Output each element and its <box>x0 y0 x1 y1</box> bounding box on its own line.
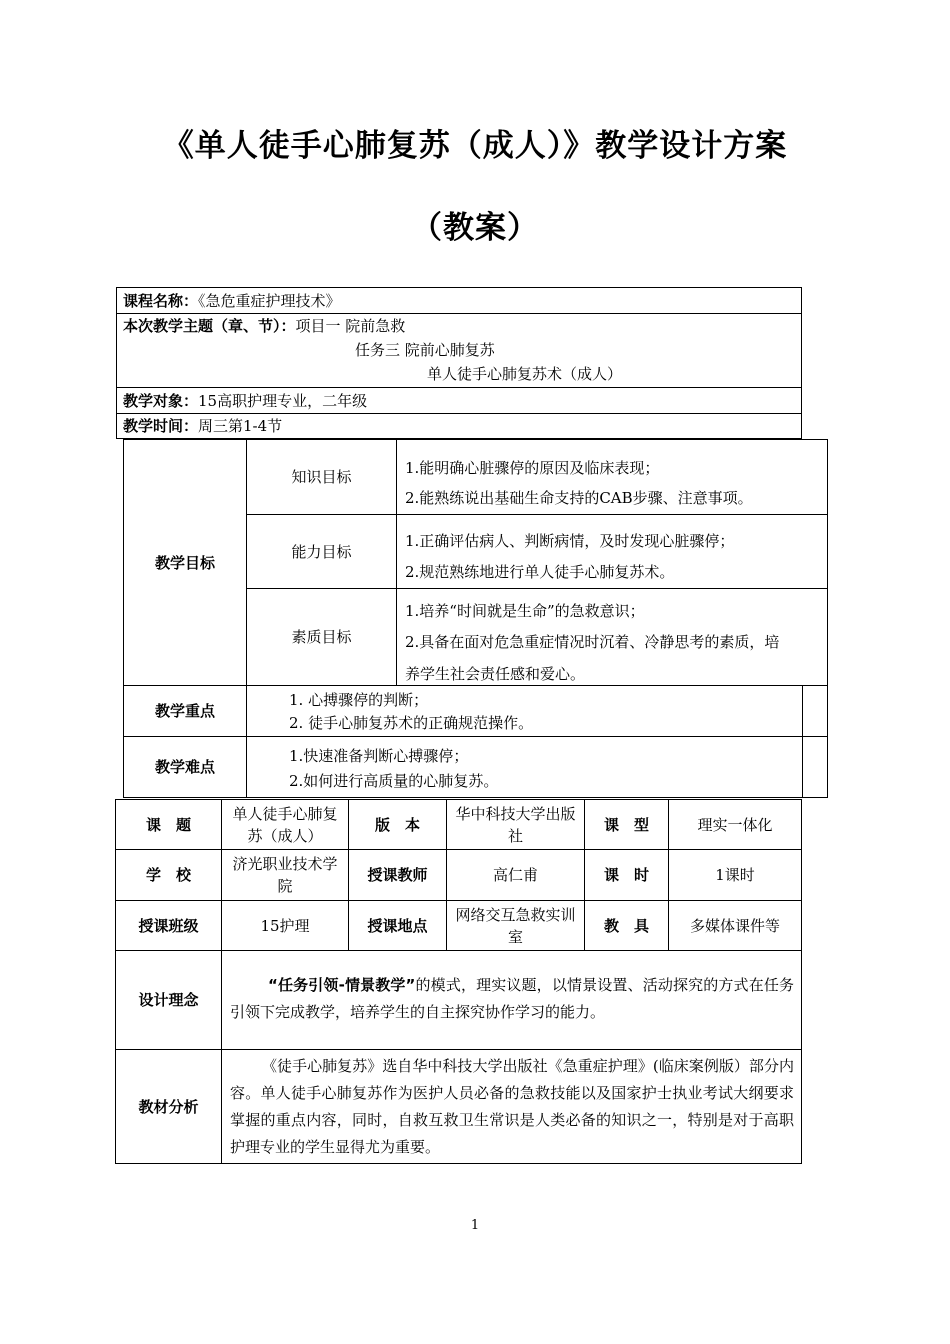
teaching-topic-row <box>116 313 802 388</box>
material-analysis-text: 《徒手心肺复苏》选自华中科技大学出版社《急重症护理》(临床案例版）部分内容。单人徒手心肺复苏作为医护人员必备的急救技能以及国家护士执业考试大纲要求掌握的重点内容，同时，自救互救卫生常识是人类必备的知识之一，特别是对于高职护理专业的学生显得尤为重要。 <box>230 1057 794 1156</box>
quality-item: 2.具备在面对危急重症情况时沉着、冷静思考的素质，培 <box>405 633 780 651</box>
teacher-label: 授课教师 <box>348 849 447 901</box>
edition-label: 版 本 <box>348 799 447 850</box>
material-analysis-cell <box>221 1049 802 1164</box>
location-label: 授课地点 <box>348 900 447 951</box>
teaching-topic-line2: 任务三 院前心肺复苏 <box>355 341 495 359</box>
teaching-topic-line1: 项目一 院前急救 <box>295 317 406 335</box>
hours-label: 课 时 <box>584 849 669 901</box>
difficulties-items <box>246 736 828 798</box>
document-title: 《单人徒手心肺复苏（成人）》教学设计方案 <box>162 128 788 164</box>
quality-objective-label: 素质目标 <box>246 588 397 686</box>
class-type-value: 理实一体化 <box>668 799 802 850</box>
page-number: 1 <box>470 1218 480 1233</box>
teaching-time-value: 周三第1-4节 <box>198 417 283 435</box>
course-name-row <box>116 287 802 314</box>
quality-item: 1.培养“时间就是生命”的急救意识； <box>405 602 645 620</box>
ability-item: 2.规范熟练地进行单人徒手心肺复苏术。 <box>405 563 675 581</box>
ability-objective-label: 能力目标 <box>246 514 397 589</box>
class-type-label: 课 型 <box>584 799 669 850</box>
difficulty-item: 1.快速准备判断心搏骤停； <box>289 747 469 765</box>
teaching-topic-line3: 单人徒手心肺复苏术（成人） <box>427 365 623 383</box>
audience-label: 教学对象： <box>123 392 199 410</box>
hours-value: 1课时 <box>668 849 802 901</box>
key-points-side-cell <box>802 685 828 737</box>
key-points-label: 教学重点 <box>123 685 247 737</box>
difficulties-label: 教学难点 <box>123 736 247 798</box>
course-name-value: 《急危重症护理技术》 <box>198 292 341 310</box>
knowledge-objective-items <box>396 439 828 515</box>
key-point-item: 2. 徒手心肺复苏术的正确规范操作。 <box>289 714 534 732</box>
quality-objective-items <box>396 588 828 686</box>
class-label: 授课班级 <box>115 900 222 951</box>
audience-value: 15高职护理专业，二年级 <box>198 392 368 410</box>
topic-value: 单人徒手心肺复苏（成人） <box>221 799 349 850</box>
tools-label: 教 具 <box>584 900 669 951</box>
teaching-time-row <box>116 413 802 439</box>
knowledge-objective-label: 知识目标 <box>246 439 397 515</box>
tools-value: 多媒体课件等 <box>668 900 802 951</box>
design-concept-label: 设计理念 <box>115 950 222 1050</box>
key-points-items <box>246 685 828 737</box>
quality-item: 养学生社会责任感和爱心。 <box>405 665 586 683</box>
audience-row <box>116 387 802 414</box>
topic-label: 课 题 <box>115 799 222 850</box>
school-value: 济光职业技术学院 <box>221 849 349 901</box>
teacher-value: 高仁甫 <box>446 849 585 901</box>
teaching-topic-label: 本次教学主题（章、节）： <box>123 317 296 335</box>
difficulty-item: 2.如何进行高质量的心肺复苏。 <box>289 772 499 790</box>
design-concept-text: 的模式，理实议题，以情景设置、活动探究的方式在任务引领下完成教学，培养学生的自主探究协作学习的能力。 <box>230 976 794 1021</box>
knowledge-item: 1.能明确心脏骤停的原因及临床表现； <box>405 459 660 477</box>
difficulties-side-cell <box>802 736 828 798</box>
location-value: 网络交互急救实训室 <box>446 900 585 951</box>
class-value: 15护理 <box>221 900 349 951</box>
document-subtitle: （教案） <box>411 210 539 246</box>
key-point-item: 1. 心搏骤停的判断； <box>289 691 429 709</box>
ability-item: 1.正确评估病人、判断病情，及时发现心脏骤停； <box>405 532 735 550</box>
school-label: 学 校 <box>115 849 222 901</box>
knowledge-item: 2.能熟练说出基础生命支持的CAB步骤、注意事项。 <box>405 489 753 507</box>
teaching-time-label: 教学时间： <box>123 417 199 435</box>
edition-value: 华中科技大学出版社 <box>446 799 585 850</box>
course-name-label: 课程名称： <box>123 292 199 310</box>
teaching-objectives-label: 教学目标 <box>123 439 247 686</box>
ability-objective-items <box>396 514 828 589</box>
design-concept-emphasis: “任务引领-情景教学” <box>268 976 416 994</box>
design-concept-cell <box>221 950 802 1050</box>
material-analysis-label: 教材分析 <box>115 1049 222 1164</box>
